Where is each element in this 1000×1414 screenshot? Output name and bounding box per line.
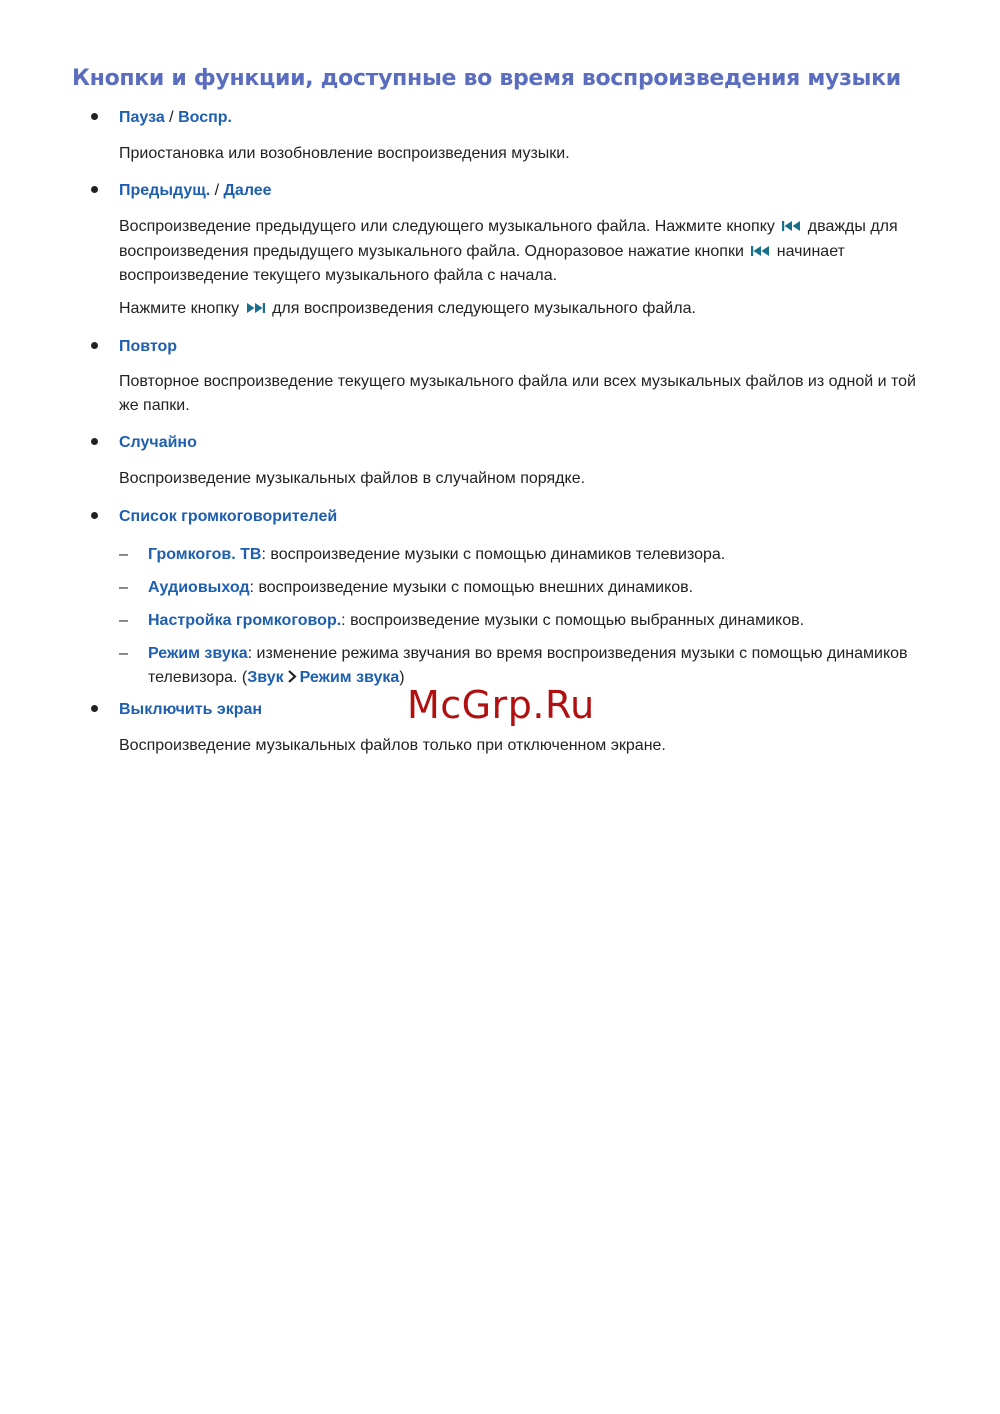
list-item	[91, 432, 197, 454]
dash-marker: –	[119, 612, 128, 629]
key-label: Далее	[223, 182, 272, 199]
key-label: Аудиовыход	[148, 579, 250, 596]
bullet-icon	[91, 186, 98, 193]
sub-list-item	[119, 609, 939, 633]
sub-item-text: : изменение режима звучания во время воспроизведения музыки с помощью динамиков телевизора. (	[148, 645, 908, 686]
description-text: начинает воспроизведение текущего музыкального файла с начала.	[119, 242, 845, 284]
sub-item-text: : воспроизведение музыки с помощью выбранных динамиков.	[341, 612, 805, 629]
sub-list-item	[119, 543, 939, 567]
item-description: Повторное воспроизведение текущего музыкального файла или всех музыкальных файлов из одной и той же папки.	[119, 373, 916, 414]
bullet-icon	[91, 705, 98, 712]
skip-previous-icon	[750, 241, 770, 265]
bullet-icon	[91, 342, 98, 349]
skip-previous-icon	[781, 216, 801, 240]
item-description	[119, 215, 939, 288]
description-text: дважды для воспроизведения предыдущего музыкального файла. Одноразовое нажатие кнопки	[119, 218, 898, 260]
list-item	[91, 107, 232, 129]
item-description	[119, 297, 939, 322]
key-label: Пауза	[119, 109, 165, 126]
key-label: Предыдущ.	[119, 182, 211, 199]
list-item	[91, 180, 272, 202]
closing-paren: )	[399, 668, 405, 686]
key-label: Настройка громкоговор.	[148, 612, 342, 629]
bullet-icon	[91, 438, 98, 445]
item-description: Воспроизведение музыкальных файлов только при отключенном экране.	[119, 737, 666, 754]
menu-path-item: Звук	[247, 668, 284, 686]
description-text: Нажмите кнопку	[119, 300, 240, 317]
chevron-right-icon	[286, 668, 298, 692]
separator: /	[210, 182, 224, 199]
bullet-icon	[91, 113, 98, 120]
bullet-icon	[91, 512, 98, 519]
item-description: Воспроизведение музыкальных файлов в случайном порядке.	[119, 470, 586, 487]
item-description: Приостановка или возобновление воспроизведения музыки.	[119, 145, 570, 162]
dash-marker: –	[119, 546, 128, 563]
list-item	[91, 336, 177, 358]
description-text: Воспроизведение предыдущего или следующего музыкального файла. Нажмите кнопку	[119, 218, 775, 235]
key-label: Воспр.	[178, 109, 232, 126]
skip-next-icon	[246, 298, 266, 322]
description-text: для воспроизведения следующего музыкального файла.	[272, 300, 696, 317]
sub-item-text: : воспроизведение музыки с помощью внешних динамиков.	[249, 579, 694, 596]
sub-list-item	[119, 576, 939, 600]
sub-item-text: : воспроизведение музыки с помощью динамиков телевизора.	[261, 546, 726, 563]
watermark-text: McGrp.Ru	[407, 683, 595, 727]
key-label: Выключить экран	[119, 701, 263, 718]
key-label: Список громкоговорителей	[119, 508, 338, 525]
list-item	[91, 506, 337, 528]
key-label: Случайно	[119, 434, 197, 451]
menu-path-item: Режим звука	[299, 668, 400, 686]
dash-marker: –	[119, 579, 128, 596]
separator: /	[164, 109, 179, 126]
page-title: Кнопки и функции, доступные во время воспроизведения музыки	[72, 66, 901, 91]
key-label: Громкогов. ТВ	[148, 546, 262, 563]
key-label: Режим звука	[148, 645, 248, 662]
key-label: Повтор	[119, 338, 178, 355]
list-item	[91, 699, 262, 721]
dash-marker: –	[119, 645, 128, 662]
